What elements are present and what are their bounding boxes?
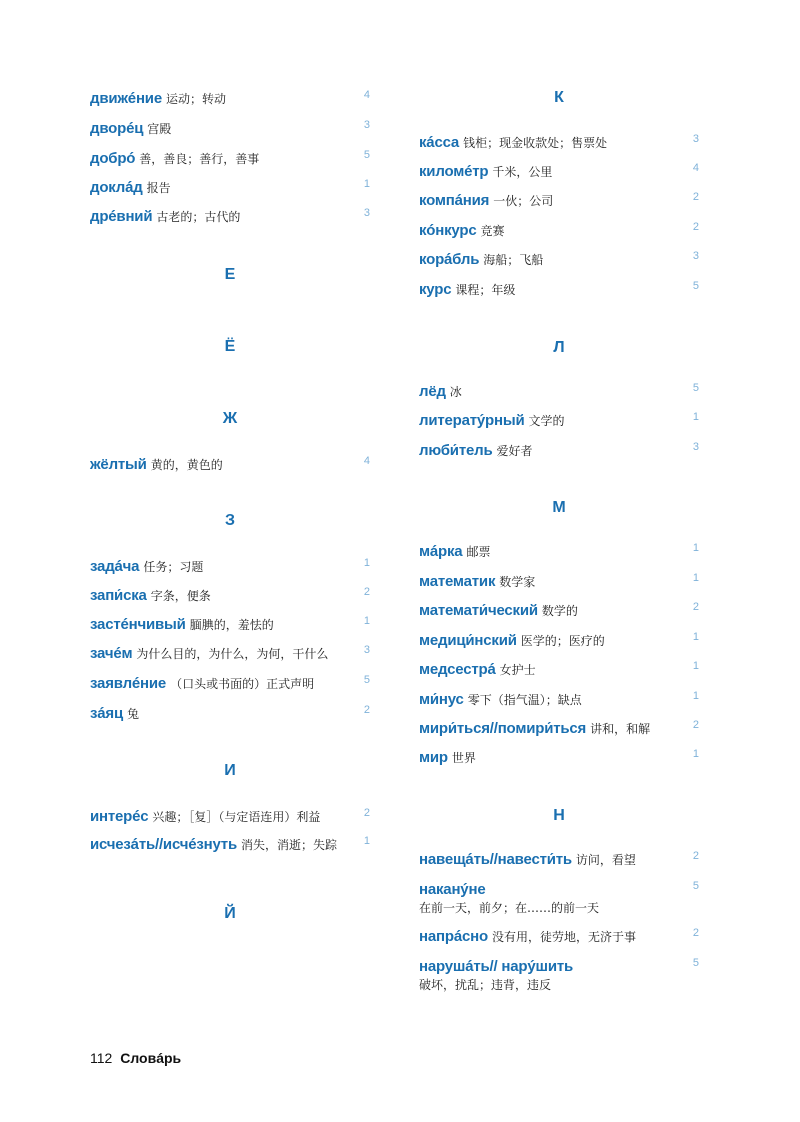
entry-gloss: 零下（指气温）；缺点 — [467, 693, 582, 707]
page-footer — [90, 1050, 181, 1066]
entry-gloss: 字条，便条 — [150, 589, 211, 603]
entry-lesson-number: 2 — [692, 221, 699, 233]
entry-lesson-number: 1 — [692, 690, 699, 702]
entry-lesson-number: 2 — [692, 927, 699, 939]
entry-word: мири́ться//помири́ться — [419, 720, 587, 737]
dictionary-entry — [419, 381, 699, 403]
entry-lesson-number: 2 — [363, 807, 370, 819]
page-number: 112 — [90, 1050, 113, 1066]
entry-word: заявлéние — [90, 675, 167, 692]
section-letter: Л — [553, 339, 565, 356]
entry-word: напрáсно — [419, 928, 488, 945]
dictionary-entry — [419, 926, 699, 948]
dictionary-entry — [419, 956, 699, 992]
entry-lesson-number: 4 — [363, 455, 370, 467]
entry-word: доклáд — [90, 179, 143, 196]
entry-gloss: 世界 — [451, 751, 476, 765]
entry-word: математи́ческий — [419, 602, 538, 619]
entry-lesson-number: 1 — [692, 631, 699, 643]
dictionary-entry — [419, 571, 699, 593]
dictionary-entry — [90, 643, 370, 665]
dictionary-entry — [90, 88, 370, 110]
dictionary-entry — [419, 132, 699, 154]
entry-lesson-number: 1 — [363, 557, 370, 569]
entry-word: литератýрный — [419, 412, 525, 429]
dictionary-entry — [419, 689, 699, 711]
entry-lesson-number: 5 — [363, 149, 370, 161]
entry-gloss: 冰 — [449, 385, 462, 399]
entry-word: кáсса — [419, 134, 460, 151]
dictionary-entry — [90, 585, 370, 607]
dictionary-entry — [90, 673, 370, 695]
entry-gloss: 文学的 — [528, 414, 565, 428]
entry-word: добрó — [90, 150, 136, 167]
entry-lesson-number: 1 — [363, 835, 370, 847]
entry-gloss: 数学家 — [499, 575, 536, 589]
entry-word: застéнчивый — [90, 616, 186, 633]
entry-word: курс — [419, 281, 452, 298]
dictionary-entry — [90, 834, 370, 856]
entry-word: ми́нус — [419, 691, 464, 708]
dictionary-entry — [419, 879, 699, 915]
entry-lesson-number: 2 — [363, 586, 370, 598]
entry-gloss: 善，善良；善行，善事 — [139, 152, 260, 166]
entry-gloss: 黄的，黄色的 — [150, 458, 223, 472]
entry-lesson-number: 3 — [363, 207, 370, 219]
entry-word: корáбль — [419, 251, 480, 268]
entry-word: исчезáть//исчéзнуть — [90, 836, 237, 853]
entry-word: киломéтр — [419, 163, 489, 180]
entry-lesson-number: 1 — [363, 615, 370, 627]
entry-word: лёд — [419, 383, 446, 400]
section-letter: Н — [553, 807, 565, 824]
entry-gloss: 消失，消逝；失踪 — [240, 838, 337, 852]
entry-lesson-number: 2 — [692, 850, 699, 862]
footer-title: Словáрь — [120, 1050, 182, 1066]
section-letter: К — [554, 89, 564, 106]
section-letter: Й — [224, 905, 236, 922]
entry-lesson-number: 5 — [692, 382, 699, 394]
entry-gloss: 破坏，扰乱；违背，违反 — [419, 978, 552, 992]
entry-lesson-number: 5 — [692, 957, 699, 969]
entry-word: запи́ска — [90, 587, 147, 604]
entry-gloss: 邮票 — [466, 545, 491, 559]
entry-gloss: 爱好者 — [496, 444, 533, 458]
dictionary-entry — [419, 161, 699, 183]
dictionary-entry — [90, 556, 370, 578]
entry-word: наканýне — [419, 881, 486, 898]
entry-lesson-number: 3 — [363, 119, 370, 131]
dictionary-entry — [90, 148, 370, 170]
entry-word: медици́нский — [419, 632, 517, 649]
dictionary-entry — [90, 118, 370, 140]
entry-lesson-number: 4 — [363, 89, 370, 101]
dictionary-entry — [419, 410, 699, 432]
entry-gloss: 女护士 — [499, 663, 536, 677]
entry-gloss: 没有用，徒劳地，无济于事 — [491, 930, 636, 944]
entry-gloss: 兴趣；［复］（与定语连用）利益 — [152, 810, 321, 824]
entry-lesson-number: 1 — [692, 411, 699, 423]
entry-word: нарушáть// нарýшить — [419, 958, 574, 975]
dictionary-entry — [90, 703, 370, 725]
dictionary-entry — [90, 806, 370, 828]
entry-gloss: 报告 — [146, 181, 171, 195]
entry-word: дрéвний — [90, 208, 153, 225]
entry-gloss: 海船；飞船 — [483, 253, 544, 267]
entry-lesson-number: 1 — [692, 572, 699, 584]
dictionary-entry — [90, 454, 370, 476]
entry-word: зáяц — [90, 705, 123, 722]
entry-gloss: 一伙；公司 — [493, 194, 554, 208]
entry-word: мир — [419, 749, 448, 766]
entry-lesson-number: 4 — [692, 162, 699, 174]
section-letter: М — [552, 499, 566, 516]
dictionary-entry — [90, 614, 370, 636]
entry-word: зачéм — [90, 645, 133, 662]
entry-lesson-number: 3 — [692, 133, 699, 145]
entry-gloss: 为什么目的，为什么，为何，干什么 — [136, 647, 329, 661]
entry-gloss: 古老的；古代的 — [156, 210, 241, 224]
entry-word: медсестрá — [419, 661, 496, 678]
dictionary-entry — [90, 177, 370, 199]
entry-word: задáча — [90, 558, 140, 575]
entry-word: навещáть//навести́ть — [419, 851, 572, 868]
dictionary-entry — [419, 190, 699, 212]
entry-lesson-number: 5 — [692, 880, 699, 892]
section-letter: Е — [224, 266, 236, 283]
dictionary-entry — [419, 541, 699, 563]
entry-lesson-number: 5 — [363, 674, 370, 686]
section-letter: З — [224, 512, 236, 529]
dictionary-entry — [419, 718, 699, 740]
entry-lesson-number: 2 — [692, 601, 699, 613]
entry-gloss: 宫殿 — [147, 122, 172, 136]
entry-gloss: 千米，公里 — [492, 165, 553, 179]
entry-word: движéние — [90, 90, 162, 107]
entry-word: мáрка — [419, 543, 463, 560]
entry-lesson-number: 2 — [363, 704, 370, 716]
entry-word: интерéс — [90, 808, 149, 825]
dictionary-entry — [419, 249, 699, 271]
dictionary-entry — [419, 279, 699, 301]
entry-gloss: 竞赛 — [480, 224, 505, 238]
entry-gloss: 钱柜；现金收款处；售票处 — [463, 136, 608, 150]
entry-lesson-number: 3 — [692, 441, 699, 453]
entry-gloss: 医学的；医疗的 — [520, 634, 605, 648]
dictionary-entry — [419, 440, 699, 462]
dictionary-entry — [419, 600, 699, 622]
dictionary-entry — [419, 630, 699, 652]
dictionary-entry — [90, 206, 370, 228]
entry-word: математик — [419, 573, 496, 590]
entry-gloss: 在前一天，前夕；在……的前一天 — [419, 901, 600, 915]
entry-gloss: 数学的 — [541, 604, 578, 618]
dictionary-entry — [419, 220, 699, 242]
entry-word: компáния — [419, 192, 490, 209]
entry-word: жёлтый — [90, 456, 147, 473]
entry-lesson-number: 1 — [692, 542, 699, 554]
dictionary-entry — [419, 659, 699, 681]
entry-gloss: 讲和，和解 — [590, 722, 651, 736]
entry-gloss: （口头或书面的）正式声明 — [170, 677, 315, 691]
entry-lesson-number: 3 — [692, 250, 699, 262]
entry-word: кóнкурс — [419, 222, 477, 239]
section-letter: Ё — [224, 338, 236, 355]
entry-lesson-number: 5 — [692, 280, 699, 292]
entry-lesson-number: 2 — [692, 191, 699, 203]
entry-word: дворéц — [90, 120, 144, 137]
entry-lesson-number: 2 — [692, 719, 699, 731]
entry-lesson-number: 3 — [363, 644, 370, 656]
dictionary-entry — [419, 747, 699, 769]
entry-lesson-number: 1 — [692, 748, 699, 760]
entry-gloss: 访问，看望 — [575, 853, 636, 867]
entry-gloss: 课程；年级 — [455, 283, 516, 297]
section-letter: И — [224, 762, 236, 779]
entry-lesson-number: 1 — [363, 178, 370, 190]
dictionary-entry — [419, 849, 699, 871]
entry-gloss: 任务；习题 — [143, 560, 204, 574]
entry-word: люби́тель — [419, 442, 493, 459]
entry-lesson-number: 1 — [692, 660, 699, 672]
entry-gloss: 运动；转动 — [165, 92, 226, 106]
entry-gloss: 腼腆的，羞怯的 — [189, 618, 274, 632]
section-letter: Ж — [222, 410, 238, 427]
entry-gloss: 兔 — [126, 707, 139, 721]
